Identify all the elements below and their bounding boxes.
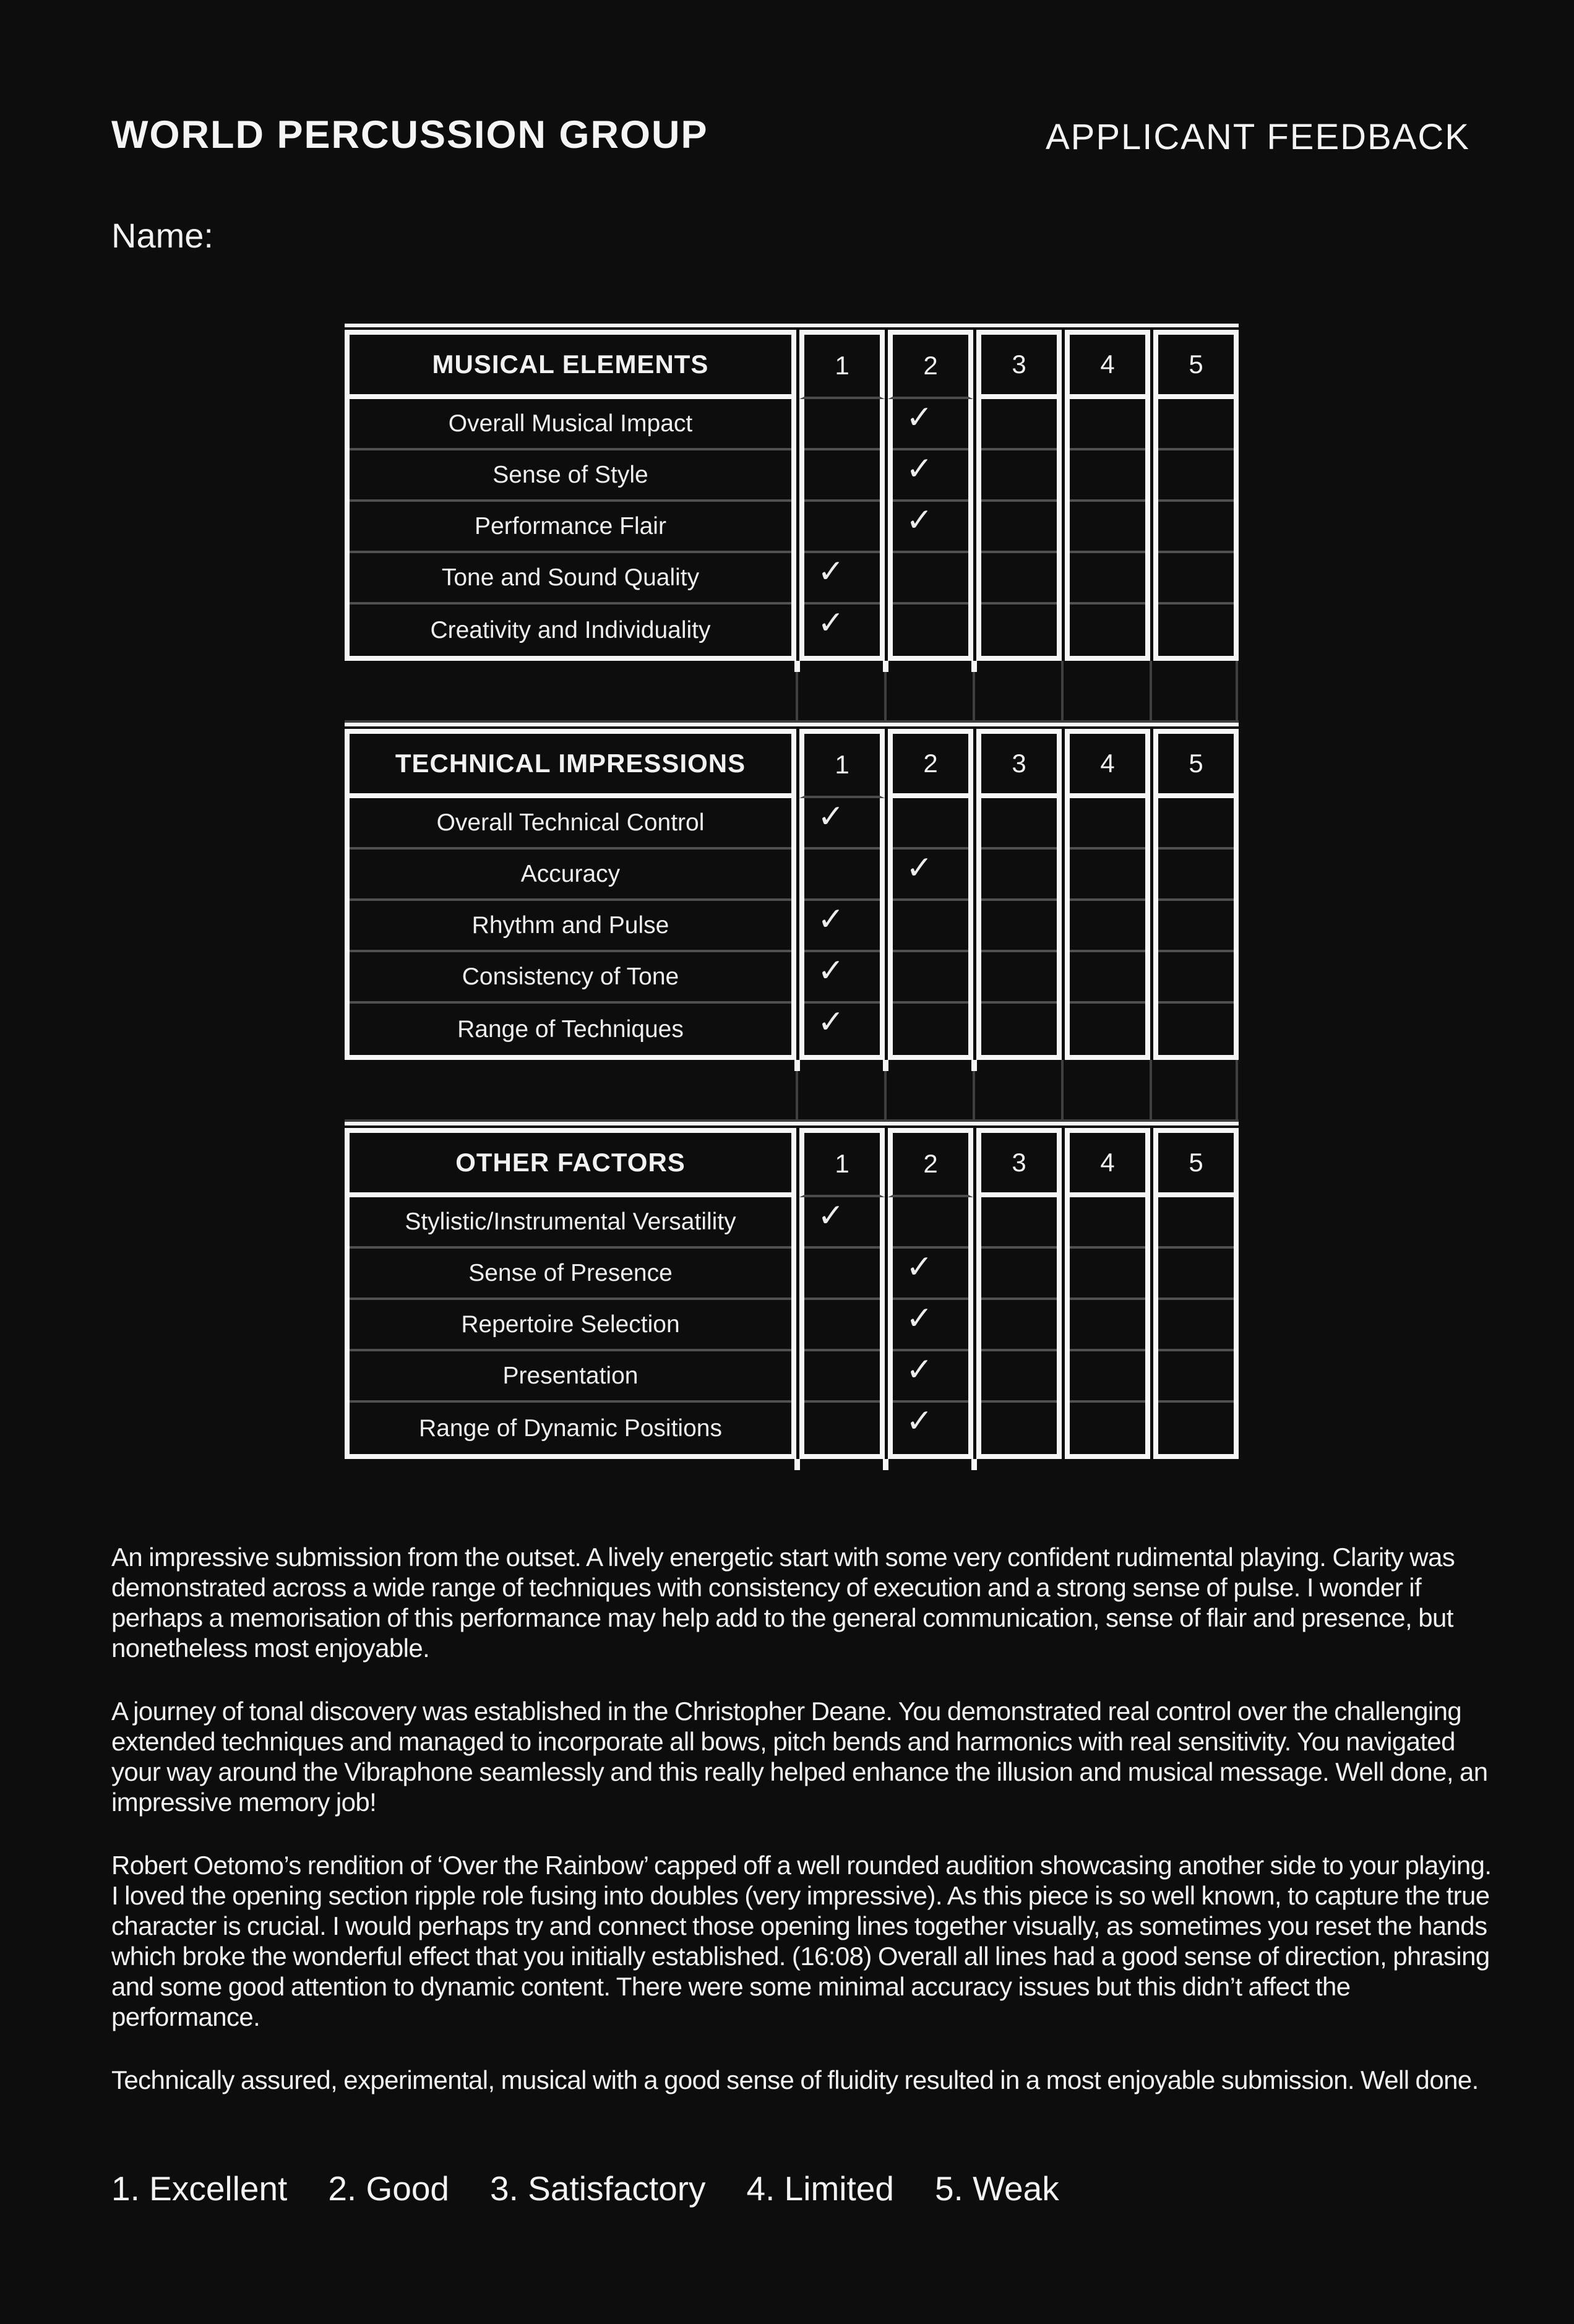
brand-title: WORLD PERCUSSION GROUP xyxy=(111,113,708,157)
rating-cell xyxy=(1158,798,1234,850)
rating-cell xyxy=(893,850,968,901)
border-tab xyxy=(794,661,800,672)
rating-column-header-5: 5 xyxy=(1153,1128,1239,1197)
rating-cell xyxy=(981,952,1057,1004)
criteria-label-overall-musical-impact: Overall Musical Impact xyxy=(350,399,791,450)
table-header-row xyxy=(345,729,1239,798)
rating-cell xyxy=(893,502,968,553)
check-mark-icon: ✓ xyxy=(817,902,845,937)
check-mark-icon: ✓ xyxy=(817,554,845,590)
check-mark-icon: ✓ xyxy=(906,400,933,436)
rating-column-header-1: 1 xyxy=(799,330,885,399)
rating-cell xyxy=(804,1300,880,1351)
rating-column-header-3: 3 xyxy=(976,330,1062,399)
rating-cell xyxy=(1070,798,1145,850)
table-title: MUSICAL ELEMENTS xyxy=(345,330,796,399)
table-top-border xyxy=(345,1122,1239,1125)
rating-cell xyxy=(1158,1197,1234,1249)
legend-item-1: 1. Excellent xyxy=(111,2169,288,2208)
rating-column-header-4: 4 xyxy=(1065,1128,1150,1197)
rating-column-5 xyxy=(1153,798,1239,1060)
feedback-paragraph-2: A journey of tonal discovery was established in the Christopher Deane. You demonstrated real control over the challenging extended techniques and managed to incorporate all bows, pitch bends and harmonics with real sensitivity. You navigated your way around the Vibraphone seamlessly and this really helped enhance the illusion and musical message. Well done, an impressive memory job! xyxy=(111,1697,1488,1817)
rating-cell xyxy=(1070,399,1145,450)
criteria-label-accuracy: Accuracy xyxy=(350,850,791,901)
criteria-label-tone-and-sound-quality: Tone and Sound Quality xyxy=(350,553,791,605)
rating-cell xyxy=(893,553,968,605)
check-mark-icon: ✓ xyxy=(906,502,933,538)
rating-cell xyxy=(981,553,1057,605)
rating-cell xyxy=(1070,1403,1145,1454)
table-header-row xyxy=(345,330,1239,399)
rating-cell xyxy=(893,1249,968,1300)
rating-cell xyxy=(1070,1197,1145,1249)
rating-column-5 xyxy=(1153,1197,1239,1459)
rating-cell xyxy=(1158,1300,1234,1351)
rating-cell xyxy=(893,1004,968,1055)
rating-column-header-1: 1 xyxy=(799,729,885,798)
rating-cell xyxy=(1158,1249,1234,1300)
rating-cell xyxy=(804,1403,880,1454)
check-mark-icon: ✓ xyxy=(817,605,845,641)
spacer-gridline xyxy=(1061,661,1064,723)
table-body xyxy=(345,1197,1239,1459)
criteria-label-creativity-and-individuality: Creativity and Individuality xyxy=(430,616,711,643)
check-mark-icon: ✓ xyxy=(906,850,933,886)
criteria-label-sense-of-presence: Sense of Presence xyxy=(350,1249,791,1300)
check-mark-icon: ✓ xyxy=(817,1198,845,1234)
border-tab xyxy=(971,661,977,672)
rating-column-4 xyxy=(1065,399,1150,661)
rating-cell xyxy=(981,1300,1057,1351)
check-mark-icon: ✓ xyxy=(817,953,845,989)
rating-column-2 xyxy=(888,399,973,661)
rating-cell xyxy=(1070,1249,1145,1300)
rating-cell xyxy=(981,850,1057,901)
rating-cell xyxy=(1070,553,1145,605)
criteria-label-performance-flair: Performance Flair xyxy=(350,502,791,553)
table-header-row xyxy=(345,1128,1239,1197)
rating-cell xyxy=(893,952,968,1004)
rating-cell xyxy=(893,605,968,656)
rating-cell xyxy=(981,1403,1057,1454)
border-tab xyxy=(883,1459,888,1470)
feedback-paragraph-1: An impressive submission from the outset. A lively energetic start with some very confident rudimental playing. Clarity was demonstrated across a wide range of techniques with consistency of execution and a strong sense of pulse. I wonder if perhaps a memorisation of this performance may help add to the general communication, sense of flair and presence, but nonetheless most enjoyable. xyxy=(111,1543,1455,1663)
rating-cell xyxy=(1158,850,1234,901)
rating-tables xyxy=(345,324,1239,1473)
table-spacer xyxy=(345,661,1239,723)
criteria-label-overall-technical-control: Overall Technical Control xyxy=(350,798,791,850)
rating-column-2 xyxy=(888,798,973,1060)
criteria-column xyxy=(345,399,796,661)
rating-cell xyxy=(893,901,968,952)
legend-item-5: 5. Weak xyxy=(934,2169,1059,2208)
rating-column-header-3: 3 xyxy=(976,729,1062,798)
rating-cell xyxy=(1158,1004,1234,1055)
border-tab xyxy=(794,1060,800,1071)
rating-cell xyxy=(1158,450,1234,502)
rating-cell xyxy=(1070,1004,1145,1055)
criteria-label-repertoire-selection: Repertoire Selection xyxy=(350,1300,791,1351)
rating-cell xyxy=(804,450,880,502)
rating-table-other-factors xyxy=(345,1122,1239,1459)
feedback-paragraph-3: Robert Oetomo’s rendition of ‘Over the Rainbow’ capped off a well rounded audition showcasing another side to your playing. I loved the opening section ripple role fusing into doubles (very impressive). As this piece is so well known, to capture the true character is crucial. I would perhaps try and connect those opening lines together visually, as sometimes you reset the hands which broke the wonderful effect that you initially established. (16:08) Overall all lines had a good sense of direction, phrasing and some good attention to dynamic content. There were some minimal accuracy issues but this didn’t affect the performance. xyxy=(111,1851,1492,2031)
check-mark-icon: ✓ xyxy=(817,799,845,835)
criteria-label-range-of-dynamic-positions: Range of Dynamic Positions xyxy=(419,1414,722,1442)
rating-cell xyxy=(893,1300,968,1351)
rating-cell xyxy=(1070,605,1145,656)
rating-cell xyxy=(804,605,880,656)
rating-cell xyxy=(1158,901,1234,952)
spacer-gridline xyxy=(1150,1060,1152,1122)
rating-cell xyxy=(1070,952,1145,1004)
rating-cell xyxy=(1070,901,1145,952)
rating-cell xyxy=(804,1004,880,1055)
rating-column-4 xyxy=(1065,1197,1150,1459)
rating-cell xyxy=(804,553,880,605)
legend-item-2: 2. Good xyxy=(328,2169,450,2208)
rating-cell xyxy=(804,901,880,952)
rating-column-4 xyxy=(1065,798,1150,1060)
rating-column-3 xyxy=(976,399,1062,661)
spacer-gridline xyxy=(1150,661,1152,723)
legend-item-3: 3. Satisfactory xyxy=(490,2169,706,2208)
rating-cell xyxy=(1158,502,1234,553)
check-mark-icon: ✓ xyxy=(817,1004,845,1040)
rating-column-header-3: 3 xyxy=(976,1128,1062,1197)
rating-cell xyxy=(1158,1351,1234,1403)
check-mark-icon: ✓ xyxy=(906,1352,933,1388)
rating-cell xyxy=(981,502,1057,553)
spacer-gridline xyxy=(1236,661,1238,723)
name-label: Name: xyxy=(111,216,213,255)
rating-cell xyxy=(893,1197,968,1249)
border-tab xyxy=(883,661,888,672)
rating-cell xyxy=(1158,399,1234,450)
criteria-label-rhythm-and-pulse: Rhythm and Pulse xyxy=(350,901,791,952)
rating-column-1 xyxy=(799,399,885,661)
rating-cell xyxy=(1158,605,1234,656)
table-top-border xyxy=(345,723,1239,726)
rating-cell xyxy=(804,502,880,553)
legend-item-4: 4. Limited xyxy=(746,2169,894,2208)
rating-column-5 xyxy=(1153,399,1239,661)
rating-cell xyxy=(981,1351,1057,1403)
rating-column-header-2: 2 xyxy=(888,729,973,798)
rating-column-3 xyxy=(976,798,1062,1060)
table-spacer xyxy=(345,1060,1239,1122)
feedback-paragraph-4: Technically assured, experimental, musical with a good sense of fluidity resulted in a most enjoyable submission. Well done. xyxy=(111,2065,1479,2094)
rating-column-header-5: 5 xyxy=(1153,330,1239,399)
doc-type-title: APPLICANT FEEDBACK xyxy=(1045,117,1470,157)
border-tab xyxy=(971,1060,977,1071)
rating-cell xyxy=(804,798,880,850)
criteria-label-consistency-of-tone: Consistency of Tone xyxy=(350,952,791,1004)
rating-cell xyxy=(981,1249,1057,1300)
criteria-label-presentation: Presentation xyxy=(350,1351,791,1403)
rating-column-header-4: 4 xyxy=(1065,729,1150,798)
table-title: OTHER FACTORS xyxy=(345,1128,796,1197)
table-end-tabs xyxy=(345,1459,1239,1473)
spacer-gridline xyxy=(1236,1060,1238,1122)
rating-cell xyxy=(804,850,880,901)
rating-cell xyxy=(1158,952,1234,1004)
table-body xyxy=(345,798,1239,1060)
rating-column-2 xyxy=(888,1197,973,1459)
rating-column-3 xyxy=(976,1197,1062,1459)
rating-table-musical-elements xyxy=(345,324,1239,661)
rating-cell xyxy=(893,399,968,450)
table-body xyxy=(345,399,1239,661)
spacer-gridline xyxy=(1061,1060,1064,1122)
rating-cell xyxy=(1070,502,1145,553)
rating-cell xyxy=(981,1197,1057,1249)
rating-column-header-5: 5 xyxy=(1153,729,1239,798)
rating-column-1 xyxy=(799,1197,885,1459)
rating-cell xyxy=(1070,1300,1145,1351)
rating-cell xyxy=(1158,1403,1234,1454)
rating-cell xyxy=(981,1004,1057,1055)
rating-cell xyxy=(893,798,968,850)
criteria-label-range-of-techniques: Range of Techniques xyxy=(457,1015,684,1043)
border-tab xyxy=(883,1060,888,1071)
rating-cell xyxy=(1070,450,1145,502)
rating-cell xyxy=(893,1403,968,1454)
rating-cell xyxy=(1158,553,1234,605)
rating-cell xyxy=(804,399,880,450)
rating-cell xyxy=(981,399,1057,450)
rating-cell xyxy=(804,1351,880,1403)
check-mark-icon: ✓ xyxy=(906,1301,933,1336)
table-top-border xyxy=(345,324,1239,327)
rating-cell xyxy=(981,450,1057,502)
rating-legend xyxy=(111,2169,1100,2208)
rating-cell xyxy=(981,798,1057,850)
rating-cell xyxy=(893,1351,968,1403)
criteria-label-stylistic-instrumental-versatility: Stylistic/Instrumental Versatility xyxy=(350,1197,791,1249)
criteria-label-sense-of-style: Sense of Style xyxy=(350,450,791,502)
rating-cell xyxy=(804,1197,880,1249)
check-mark-icon: ✓ xyxy=(906,1249,933,1285)
rating-column-1 xyxy=(799,798,885,1060)
border-tab xyxy=(794,1459,800,1470)
rating-cell xyxy=(1070,1351,1145,1403)
rating-column-header-2: 2 xyxy=(888,1128,973,1197)
rating-column-header-1: 1 xyxy=(799,1128,885,1197)
rating-cell xyxy=(981,605,1057,656)
rating-column-header-2: 2 xyxy=(888,330,973,399)
feedback-paragraphs xyxy=(111,1542,1503,2128)
criteria-column xyxy=(345,798,796,1060)
border-tab xyxy=(971,1459,977,1470)
criteria-column xyxy=(345,1197,796,1459)
rating-cell xyxy=(804,952,880,1004)
rating-column-header-4: 4 xyxy=(1065,330,1150,399)
table-title: TECHNICAL IMPRESSIONS xyxy=(345,729,796,798)
rating-cell xyxy=(804,1249,880,1300)
rating-cell xyxy=(981,901,1057,952)
rating-cell xyxy=(893,450,968,502)
check-mark-icon: ✓ xyxy=(906,1403,933,1439)
rating-table-technical-impressions xyxy=(345,723,1239,1060)
rating-cell xyxy=(1070,850,1145,901)
check-mark-icon: ✓ xyxy=(906,451,933,487)
